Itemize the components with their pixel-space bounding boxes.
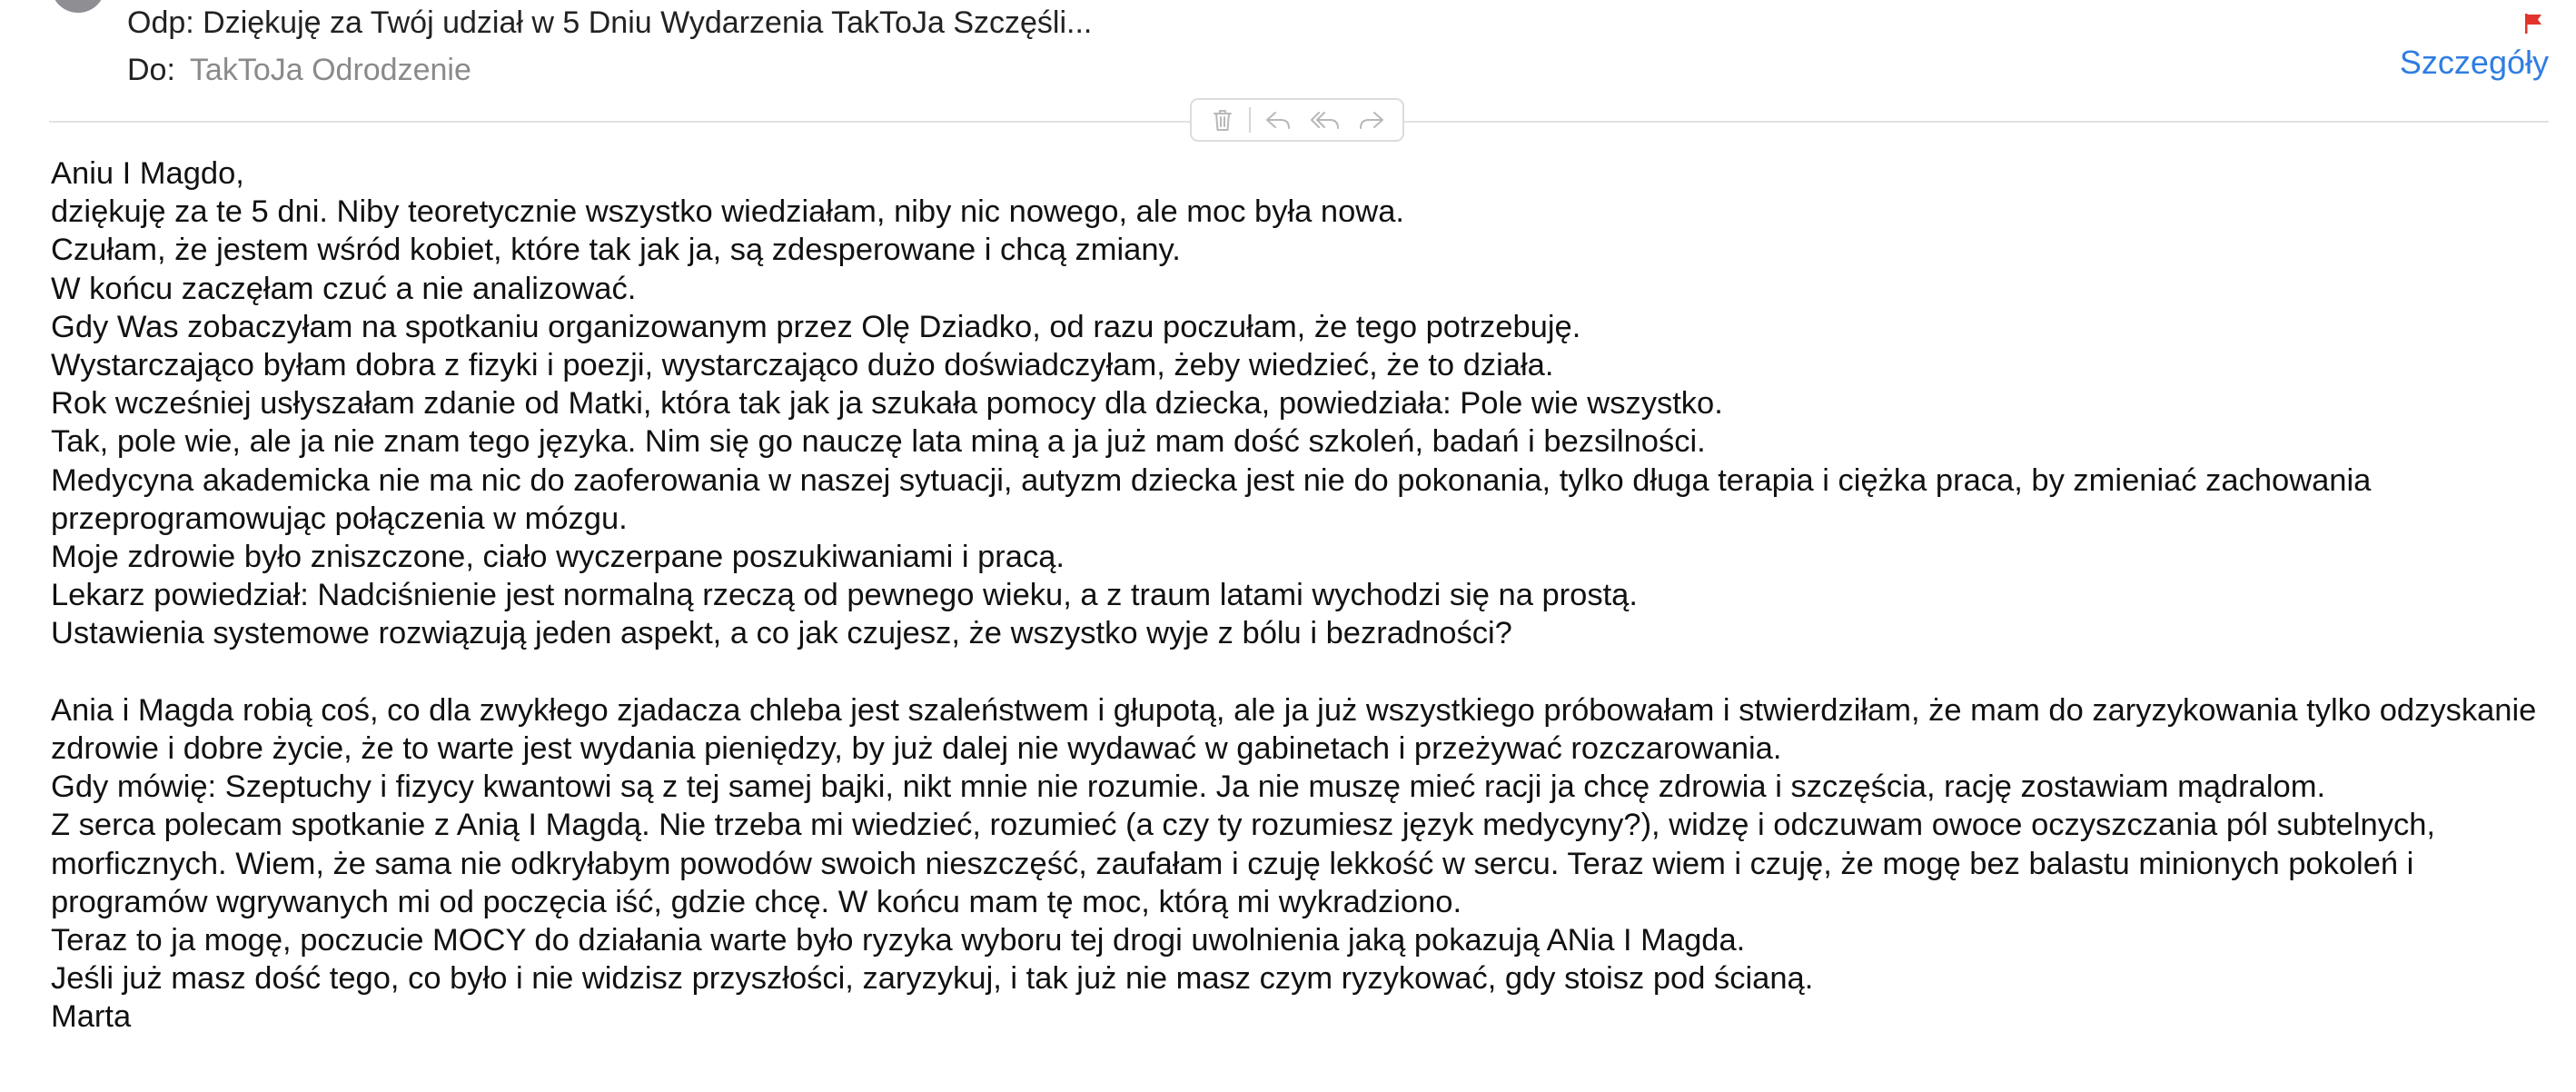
flag-icon[interactable] <box>2523 13 2543 35</box>
forward-icon <box>1358 110 1385 130</box>
details-link[interactable]: Szczegóły <box>2399 44 2549 81</box>
body-line: Medycyna akademicka nie ma nic do zaoferowania w naszej sytuacji, autyzm dziecka jest nie do pokonania, tylko długa terapia i ciężka praca, by zmieniać zachowania przeprogramowując połączenia w mózgu. <box>51 462 2372 536</box>
body-line: Gdy mówię: Szeptuchy i fizycy kwantowi są z tej samej bajki, nikt mnie nie rozumie. Ja nie muszę mieć racji ja chcę zdrowia i szczęścia, rację zostawiam mądralom. <box>51 769 2326 805</box>
to-label: Do: <box>127 53 175 87</box>
body-line: Z serca polecam spotkanie z Anią I Magdą. Nie trzeba mi wiedzieć, rozumieć (a czy ty rozumiesz język medycyny?), widzę i odczuwam owoce oczyszczania pól subtelnych, morficznych. Wiem, że sama nie odkryłabym powodów swoich nieszczęść, zaufałam i czuję lekkość w sercu. Teraz wiem i czuję, że mogę bez balastu minionych pokoleń i programów wgrywanych mi od poczęcia iść, gdzie chcę. W końcu mam tę moc, którą mi wykradziono. <box>51 808 2435 919</box>
message-subject: Odp: Dziękuję za Twój udział w 5 Dniu Wydarzenia TakToJa Szczęśli... <box>127 5 1093 40</box>
reply-all-button[interactable] <box>1305 102 1345 138</box>
forward-button[interactable] <box>1352 102 1392 138</box>
body-line: Teraz to ja mogę, poczucie MOCY do działania warte było ryzyka wyboru tej drogi uwolnienia jaką pokazują ANia I Magda. <box>51 923 1746 958</box>
message-body <box>51 154 2558 1037</box>
delete-button[interactable] <box>1203 102 1243 138</box>
blank-line <box>51 653 2558 691</box>
toolbar-separator <box>1249 107 1251 133</box>
recipient-row <box>127 53 471 88</box>
reply-icon <box>1264 110 1292 130</box>
body-line: Wystarczająco byłam dobra z fizyki i poezji, wystarczająco dużo doświadczyłam, żeby wiedzieć, że to działa. <box>51 348 1554 383</box>
body-line: Ania i Magda robią coś, co dla zwykłego zjadacza chleba jest szaleństwem i głupotą, ale ja już wszystkiego próbowałam i stwierdziłam, że mam do zaryzykowania tylko odzyskanie zdrowie i dobre życie, że to warte jest wydania pieniędzy, by już dalej nie wydawać w gabinetach i przeżywać rozczarowania. <box>51 692 2537 767</box>
body-line: Moje zdrowie było zniszczone, ciało wyczerpane poszukiwaniami i pracą. <box>51 540 1065 575</box>
message-toolbar <box>1190 98 1404 142</box>
body-line: Czułam, że jestem wśród kobiet, które tak jak ja, są zdesperowane i chcą zmiany. <box>51 233 1181 268</box>
reply-button[interactable] <box>1258 102 1298 138</box>
signature: Marta <box>51 999 132 1035</box>
reply-all-icon <box>1310 110 1341 130</box>
body-line: Jeśli już masz dość tego, co było i nie widzisz przyszłości, zaryzykuj, i tak już nie masz czym ryzykować, gdy stoisz pod ścianą. <box>51 961 1814 997</box>
body-line: Tak, pole wie, ale ja nie znam tego języka. Nim się go nauczę lata miną a ja już mam dość szkoleń, badań i bezsilności. <box>51 424 1706 460</box>
body-line: Gdy Was zobaczyłam na spotkaniu organizowanym przez Olę Dziadko, od razu poczułam, że tego potrzebuję. <box>51 309 1581 344</box>
body-line: Rok wcześniej usłyszałam zdanie od Matki, która tak jak ja szukała pomocy dla dziecka, powiedziała: Pole wie wszystko. <box>51 386 1723 422</box>
sender-avatar[interactable] <box>51 0 105 13</box>
trash-icon <box>1212 107 1234 133</box>
recipient-name[interactable]: TakToJa Odrodzenie <box>189 53 471 87</box>
body-line: dziękuję za te 5 dni. Niby teoretycznie wszystko wiedziałam, niby nic nowego, ale moc była nowa. <box>51 194 1404 230</box>
body-line: W końcu zaczęłam czuć a nie analizować. <box>51 271 637 306</box>
body-line: Ustawienia systemowe rozwiązują jeden aspekt, a co jak czujesz, że wszystko wyje z bólu i bezradności? <box>51 616 1512 651</box>
body-line: Lekarz powiedział: Nadciśnienie jest normalną rzeczą od pewnego wieku, a z traum latami wychodzi się na prostą. <box>51 578 1638 613</box>
body-line: Aniu I Magdo, <box>51 156 244 191</box>
